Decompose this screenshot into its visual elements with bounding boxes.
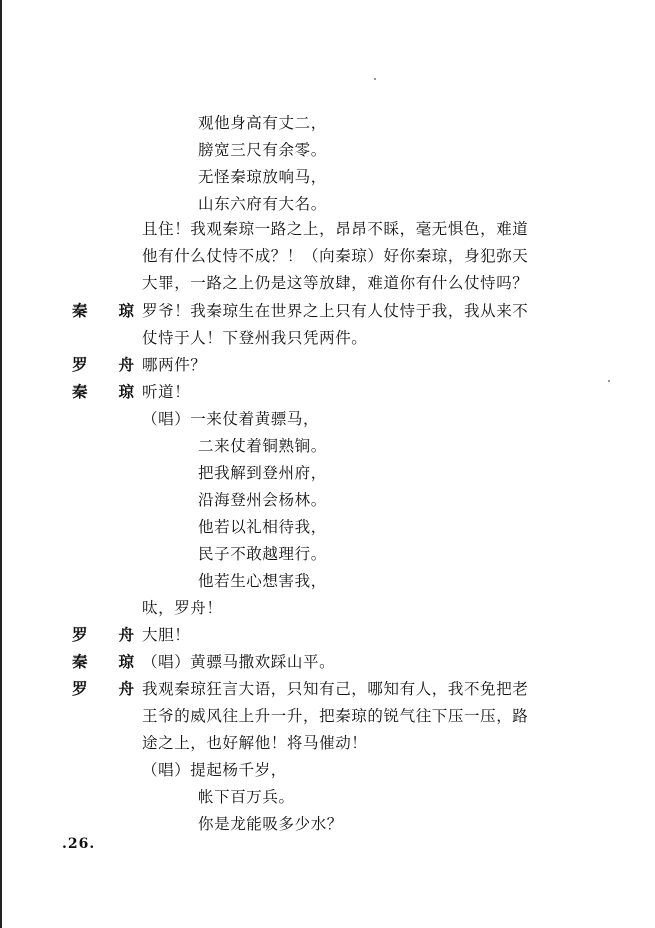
dialogue-line: 哪两件？ [142, 356, 207, 374]
verse-line: 民子不敢越理行。 [198, 545, 327, 563]
speaker-label [72, 679, 134, 699]
verse-line: 他若以礼相待我， [198, 518, 327, 536]
verse-line: （唱）提起杨千岁， [142, 761, 287, 779]
speaker-label [72, 652, 134, 672]
speaker-label [72, 301, 134, 321]
speaker-char: 罗 [72, 625, 88, 644]
dialogue-line: 王爷的威风往上升一升，把秦琼的锐气往下压一压，路 [142, 707, 529, 725]
dialogue-line: 我观秦琼狂言大语，只知有己，哪知有人，我不免把老 [142, 680, 529, 698]
dialogue-line: 呔，罗舟！ [142, 599, 223, 617]
dialogue-line: 且住！我观秦琼一路之上，昂昂不睬，毫无惧色，难道 [142, 220, 529, 238]
dialogue-line: 听道！ [142, 383, 191, 401]
scan-speck [374, 78, 376, 80]
verse-line: 沿海登州会杨林。 [198, 491, 327, 509]
dialogue-line: 大胆！ [142, 626, 191, 644]
verse-line: （唱）一来仗着黄骠马， [142, 410, 320, 428]
verse-line: 把我解到登州府， [198, 464, 327, 482]
verse-line: 无怪秦琼放响马， [198, 168, 327, 186]
speaker-char: 舟 [118, 355, 134, 374]
speaker-label [72, 625, 134, 645]
speaker-label [72, 355, 134, 375]
speaker-char: 罗 [72, 679, 88, 698]
speaker-char: 舟 [118, 625, 134, 644]
verse-line: 他若生心想害我， [198, 572, 327, 590]
verse-line: 观他身高有丈二， [198, 114, 327, 132]
scan-speck [608, 380, 610, 382]
speaker-char: 秦 [72, 382, 88, 401]
page-number: .26. [62, 836, 96, 852]
speaker-char: 罗 [72, 355, 88, 374]
dialogue-line: 他有什么仗恃不成？！（向秦琼）好你秦琼，身犯弥天 [142, 247, 529, 265]
verse-line: 山东六府有大名。 [198, 195, 327, 213]
speaker-char: 琼 [118, 652, 134, 671]
speaker-label [72, 382, 134, 402]
speaker-char: 舟 [118, 679, 134, 698]
dialogue-line: 罗爷！我秦琼生在世界之上只有人仗恃于我，我从来不 [142, 302, 529, 320]
verse-line: （唱）黄骠马撒欢踩山平。 [142, 653, 336, 671]
dialogue-line: 大罪，一路之上仍是这等放肆，难道你有什么仗恃吗？ [142, 274, 529, 292]
dialogue-line: 途之上，也好解他！将马催动！ [142, 734, 368, 752]
verse-line: 膀宽三尺有余零。 [198, 141, 327, 159]
speaker-char: 秦 [72, 652, 88, 671]
speaker-char: 琼 [118, 382, 134, 401]
verse-line: 你是龙能吸多少水？ [198, 815, 343, 833]
dialogue-line: 仗恃于人！下登州我只凭两件。 [142, 329, 368, 347]
speaker-char: 琼 [118, 301, 134, 320]
verse-line: 二来仗着铜熟锏。 [198, 437, 327, 455]
speaker-char: 秦 [72, 301, 88, 320]
verse-line: 帐下百万兵。 [198, 788, 295, 806]
